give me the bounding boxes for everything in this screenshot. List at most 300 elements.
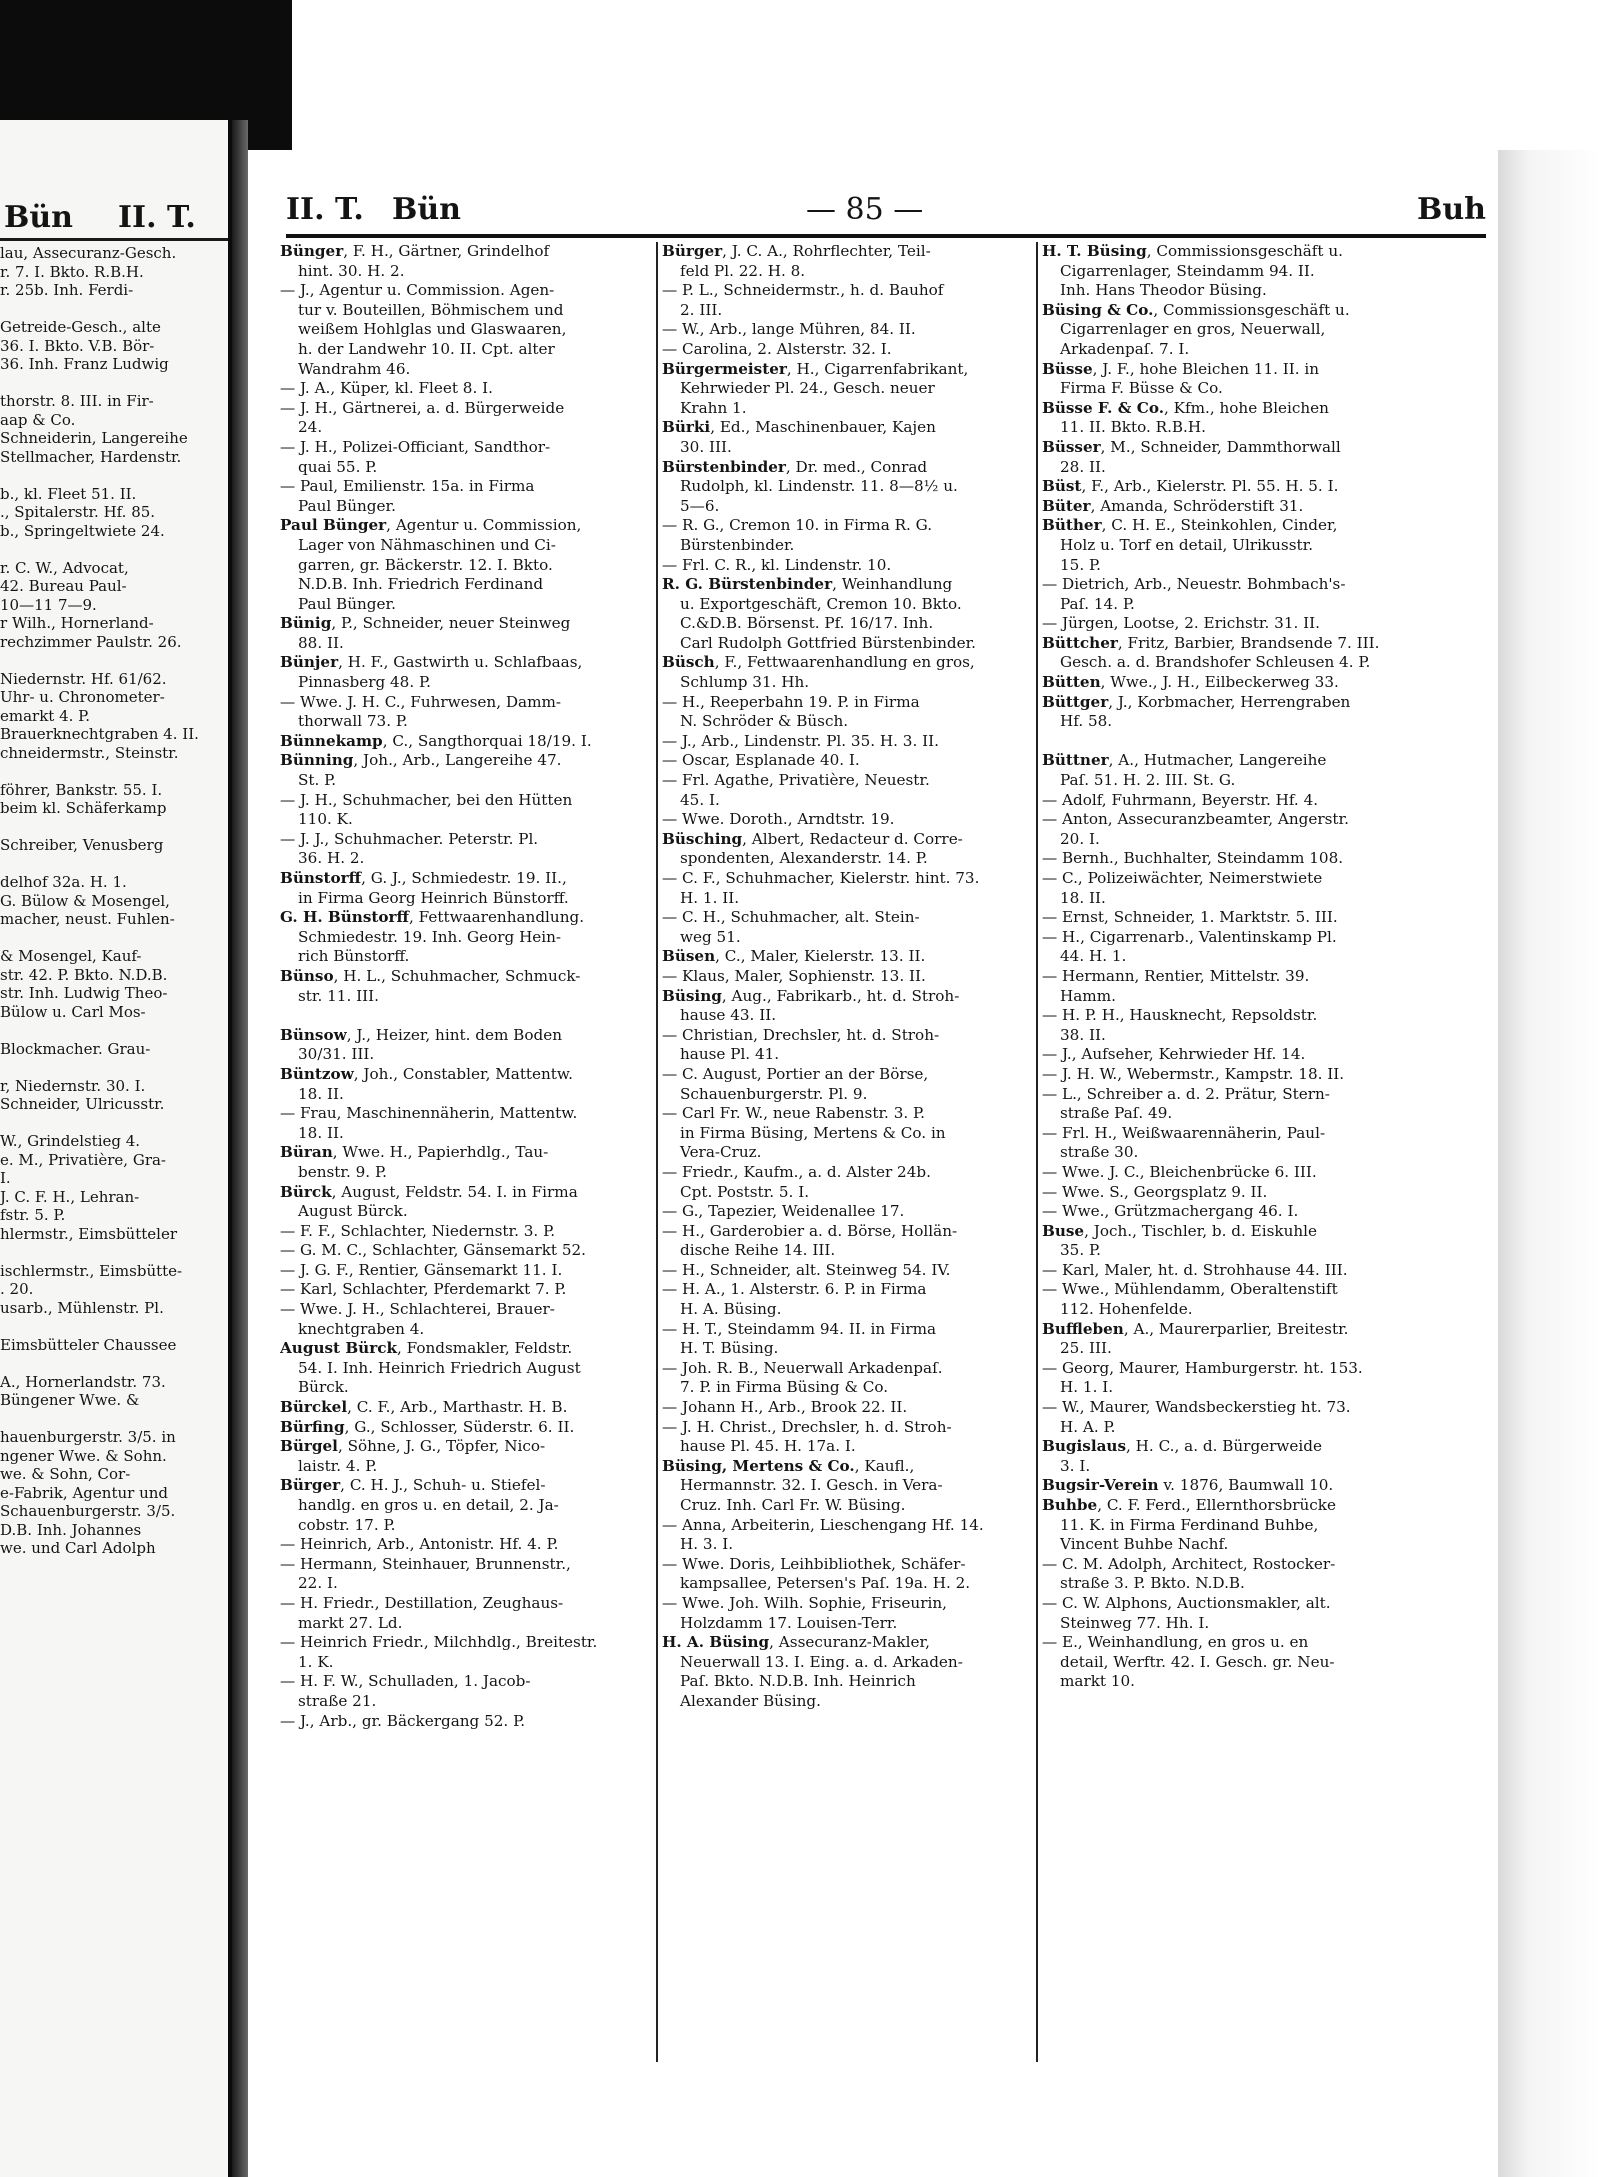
directory-line: Bugislaus, H. C., a. d. Bürgerweide (1042, 1437, 1322, 1456)
directory-line: 45. I. (680, 790, 720, 809)
previous-page-line (0, 1410, 228, 1429)
directory-line: — Heinrich Friedr., Milchhdlg., Breitestr. (280, 1633, 598, 1652)
directory-line: 110. K. (298, 810, 353, 829)
directory-line: Alexander Büsing. (680, 1691, 821, 1710)
previous-page-header (0, 198, 228, 241)
directory-line: Büst, F., Arb., Kielerstr. Pl. 55. H. 5. I. (1042, 477, 1339, 496)
directory-line: — W., Arb., lange Mühren, 84. II. (662, 320, 916, 339)
directory-line: Buhbe, C. F. Ferd., Ellernthorsbrücke (1042, 1496, 1336, 1514)
directory-line: Gesch. a. d. Brandshofer Schleusen 4. P. (1060, 653, 1371, 672)
directory-line: 30. III. (680, 437, 732, 456)
directory-line: Büter, Amanda, Schröderstift 31. (1042, 496, 1304, 515)
directory-line: Paul Bünger, Agentur u. Commission, (280, 516, 582, 535)
directory-line: — Heinrich, Arb., Antonistr. Hf. 4. P. (280, 1535, 559, 1554)
directory-line: R. G. Bürstenbinder, Weinhandlung (662, 575, 953, 594)
previous-page-line: ., Spitalerstr. Hf. 85. (0, 503, 156, 521)
directory-line: Schmiedestr. 19. Inh. Georg Hein- (298, 927, 562, 946)
previous-page-line: & Mosengel, Kauf- (0, 947, 142, 965)
directory-line: Arkadenpaſ. 7. I. (1060, 339, 1190, 358)
previous-page-line: r, Niedernstr. 30. I. (0, 1076, 146, 1095)
previous-page-line: Eimsbütteler Chaussee (0, 1335, 177, 1354)
previous-page-line (0, 1021, 228, 1040)
directory-line: Büsse, J. F., hohe Bleichen 11. II. in (1042, 359, 1320, 378)
directory-line: Rudolph, kl. Lindenstr. 11. 8—8½ u. (680, 477, 958, 496)
directory-line: 7. P. in Firma Büsing & Co. (680, 1378, 889, 1397)
directory-line: Holzdamm 17. Louisen-Terr. (680, 1613, 898, 1632)
directory-line: Büsing & Co., Commissionsgeschäft u. (1042, 300, 1350, 319)
directory-line: 18. II. (298, 1084, 344, 1103)
directory-line: — J. H. W., Webermstr., Kampstr. 18. II. (1042, 1064, 1345, 1083)
directory-line: 3. I. (1060, 1456, 1091, 1475)
directory-line: straße Paſ. 49. (1060, 1104, 1173, 1123)
directory-line: — C., Polizeiwächter, Neimerstwiete (1042, 869, 1323, 887)
previous-page-line (0, 1114, 228, 1133)
previous-page-line: J. C. F. H., Lehran- (0, 1187, 140, 1206)
directory-line: rich Bünstorff. (298, 947, 410, 966)
previous-page-line: G. Bülow & Mosengel, (0, 891, 170, 910)
directory-line: — Christian, Drechsler, ht. d. Stroh- (662, 1025, 940, 1044)
directory-line: — H., Reeperbahn 19. P. in Firma (662, 692, 920, 711)
directory-line: Bünning, Joh., Arb., Langereihe 47. (280, 751, 562, 770)
previous-page-line: Büngener Wwe. & (0, 1391, 140, 1409)
directory-line: straße 3. P. Bkto. N.D.B. (1060, 1574, 1245, 1593)
directory-line: Bürki, Ed., Maschinenbauer, Kajen (662, 418, 936, 437)
previous-page-line: D.B. Inh. Johannes (0, 1520, 142, 1539)
directory-line: cobstr. 17. P. (298, 1515, 396, 1534)
column-3 (1042, 242, 1442, 2102)
directory-line: straße 21. (298, 1691, 377, 1710)
directory-line: — Carolina, 2. Alsterstr. 32. I. (662, 339, 892, 358)
directory-line: 28. II. (1060, 457, 1106, 476)
directory-line (280, 1006, 654, 1026)
directory-line: — H. P. H., Hausknecht, Repsoldstr. (1042, 1006, 1318, 1025)
directory-line: — H., Schneider, alt. Steinweg 54. IV. (662, 1260, 951, 1279)
directory-line: — Wwe. Doris, Leihbibliothek, Schäfer- (662, 1554, 966, 1573)
directory-line: markt 10. (1060, 1672, 1136, 1691)
previous-page-line: Schauenburgerstr. 3/5. (0, 1502, 176, 1520)
previous-page-line (0, 818, 228, 837)
directory-line: — H. Friedr., Destillation, Zeughaus- (280, 1593, 564, 1612)
directory-line: Bürck. (298, 1378, 349, 1397)
directory-line: 1. K. (298, 1652, 334, 1671)
directory-line: — F. F., Schlachter, Niedernstr. 3. P. (280, 1221, 556, 1240)
directory-line: H. T. Büsing, Commissionsgeschäft u. (1042, 242, 1343, 260)
directory-line: Büsen, C., Maler, Kielerstr. 13. II. (662, 947, 926, 966)
directory-line: Bürstenbinder. (680, 535, 795, 554)
directory-line: — Paul, Emilienstr. 15a. in Firma (280, 477, 535, 496)
previous-page-line: r. C. W., Advocat, (0, 558, 129, 577)
previous-page-line: lau, Assecuranz-Gesch. (0, 244, 177, 262)
directory-line: — Anton, Assecuranzbeamter, Angerstr. (1042, 810, 1349, 829)
directory-line: — Joh. R. B., Neuerwall Arkadenpaſ. (662, 1358, 943, 1377)
directory-line: thorwall 73. P. (298, 712, 408, 731)
previous-page-line: hlermstr., Eimsbütteler (0, 1224, 177, 1243)
previous-page-line: Schneider, Ulricusstr. (0, 1095, 165, 1113)
previous-page-line: W., Grindelstieg 4. (0, 1132, 141, 1150)
directory-line: — Wwe. J. C., Bleichenbrücke 6. III. (1042, 1162, 1317, 1181)
directory-line: 88. II. (298, 633, 344, 652)
directory-line: — Wwe. Joh. Wilh. Sophie, Friseurin, (662, 1593, 947, 1612)
directory-line: — Wwe. J. H. C., Fuhrwesen, Damm- (280, 692, 562, 711)
directory-line: Büsching, Albert, Redacteur d. Corre- (662, 829, 963, 848)
directory-line: — Wwe. J. H., Schlachterei, Brauer- (280, 1300, 555, 1319)
directory-line: Bürstenbinder, Dr. med., Conrad (662, 457, 928, 476)
directory-line: quai 55. P. (298, 457, 378, 476)
directory-line: — C. August, Portier an der Börse, (662, 1064, 929, 1083)
directory-line: H. T. Büsing. (680, 1339, 779, 1358)
previous-page-line: str. Inh. Ludwig Theo- (0, 984, 168, 1002)
directory-line: — Frl. C. R., kl. Lindenstr. 10. (662, 555, 892, 574)
previous-page-line: Schneiderin, Langereihe (0, 429, 188, 447)
previous-page-line: Uhr- u. Chronometer- (0, 688, 165, 706)
directory-line: 5—6. (680, 496, 720, 515)
previous-page-lines (0, 244, 228, 1558)
directory-line: tur v. Bouteillen, Böhmischem und (298, 300, 564, 319)
page-number: — 85 — (806, 192, 924, 227)
directory-line: — Frl. Agathe, Privatière, Neuestr. (662, 771, 930, 790)
directory-line: 2. III. (680, 300, 723, 319)
directory-line: Bürckel, C. F., Arb., Marthastr. H. B. (280, 1398, 568, 1417)
directory-line: Lager von Nähmaschinen und Ci- (298, 535, 556, 554)
directory-line: in Firma Büsing, Mertens & Co. in (680, 1123, 946, 1142)
previous-page-line: chneidermstr., Steinstr. (0, 743, 179, 762)
directory-line: — G., Tapezier, Weidenallee 17. (662, 1202, 905, 1221)
page-edge-shadow (232, 120, 248, 2177)
previous-page-line: . 20. (0, 1280, 34, 1298)
directory-line: — Jürgen, Lootse, 2. Erichstr. 31. II. (1042, 614, 1320, 633)
directory-line: — J. H., Schuhmacher, bei den Hütten (280, 790, 573, 809)
directory-line: 38. II. (1060, 1025, 1106, 1044)
directory-line: — G. M. C., Schlachter, Gänsemarkt 52. (280, 1241, 587, 1260)
directory-line: 24. (298, 418, 323, 437)
directory-line: detail, Werftr. 42. I. Gesch. gr. Neu- (1060, 1652, 1335, 1671)
directory-line: Büran, Wwe. H., Papierhdlg., Tau- (280, 1143, 549, 1162)
previous-page-fragment (0, 120, 228, 2177)
previous-page-line: r Wilh., Hornerland- (0, 614, 154, 632)
directory-line: — J. H. Christ., Drechsler, h. d. Stroh- (662, 1417, 952, 1436)
previous-page-line: Stellmacher, Hardenstr. (0, 447, 182, 466)
previous-page-line (0, 540, 228, 559)
directory-line: Bünig, P., Schneider, neuer Steinweg (280, 614, 571, 633)
directory-line: Krahn 1. (680, 398, 747, 417)
previous-page-line: Blockmacher. Grau- (0, 1039, 151, 1058)
directory-line: Buffleben, A., Maurerparlier, Breitestr. (1042, 1319, 1349, 1338)
column-1 (280, 242, 654, 2102)
directory-line: Bünjer, H. F., Gastwirth u. Schlafbaas, (280, 653, 583, 672)
previous-page-line (0, 374, 228, 393)
directory-line: — J. G. F., Rentier, Gänsemarkt 11. I. (280, 1260, 563, 1279)
directory-line: — Karl, Schlachter, Pferdemarkt 7. P. (280, 1280, 567, 1299)
directory-line: — Ernst, Schneider, 1. Marktstr. 5. III. (1042, 908, 1338, 927)
directory-line: hause Pl. 45. H. 17a. I. (680, 1437, 856, 1456)
previous-page-line: e. M., Privatière, Gra- (0, 1150, 167, 1169)
header-left-catchword: Bün (392, 192, 461, 227)
previous-page-line: r. 7. I. Bkto. R.B.H. (0, 262, 144, 281)
previous-page-line (0, 300, 228, 319)
directory-line: — J., Aufseher, Kehrwieder Hf. 14. (1042, 1045, 1306, 1064)
previous-page-line: usarb., Mühlenstr. Pl. (0, 1298, 164, 1317)
directory-line: — Frl. H., Weißwaarennäherin, Paul- (1042, 1123, 1326, 1142)
directory-line: 11. K. in Firma Ferdinand Buhbe, (1060, 1515, 1319, 1534)
directory-line: weg 51. (680, 927, 741, 946)
directory-line: Carl Rudolph Gottfried Bürstenbinder. (680, 633, 977, 652)
previous-page-line: 36. I. Bkto. V.B. Bör- (0, 336, 155, 355)
directory-line: N. Schröder & Büsch. (680, 712, 849, 731)
previous-page-line (0, 1243, 228, 1262)
previous-page-line: aap & Co. (0, 410, 76, 429)
directory-line: St. P. (298, 771, 337, 790)
previous-page-line: we. und Carl Adolph (0, 1539, 156, 1557)
directory-line: garren, gr. Bäckerstr. 12. I. Bkto. (298, 555, 553, 574)
previous-page-line: Schreiber, Venusberg (0, 836, 164, 854)
directory-line: Pinnasberg 48. P. (298, 673, 431, 692)
previous-page-line: b., kl. Fleet 51. II. (0, 484, 137, 503)
directory-line: Büttcher, Fritz, Barbier, Brandsende 7. III. (1042, 633, 1380, 652)
directory-line: Bünnekamp, C., Sangthorquai 18/19. I. (280, 731, 592, 750)
directory-line: 54. I. Inh. Heinrich Friedrich August (298, 1358, 581, 1377)
directory-line: — Oscar, Esplanade 40. I. (662, 751, 860, 770)
directory-line: Hamm. (1060, 986, 1116, 1005)
directory-line: — Bernh., Buchhalter, Steindamm 108. (1042, 849, 1344, 868)
directory-line: — Wwe. S., Georgsplatz 9. II. (1042, 1182, 1268, 1201)
directory-line: — Wwe., Grützmachergang 46. I. (1042, 1202, 1299, 1221)
previous-page-header-right: II. T. (118, 200, 196, 235)
directory-line: — Anna, Arbeiterin, Lieschengang Hf. 14. (662, 1515, 984, 1534)
directory-line: — J. J., Schuhmacher. Peterstr. Pl. (280, 829, 539, 848)
directory-line: Büsing, Aug., Fabrikarb., ht. d. Stroh- (662, 986, 960, 1005)
directory-line: Bürgel, Söhne, J. G., Töpfer, Nico- (280, 1437, 546, 1456)
directory-line: Bürger, J. C. A., Rohrflechter, Teil- (662, 242, 931, 260)
directory-line: Cigarrenlager, Steindamm 94. II. (1060, 261, 1315, 280)
directory-line: Bütten, Wwe., J. H., Eilbeckerweg 33. (1042, 673, 1339, 692)
header-right-catchword: Buh (1417, 192, 1486, 227)
directory-line: handlg. en gros u. en detail, 2. Ja- (298, 1496, 559, 1514)
previous-page-line: emarkt 4. P. (0, 706, 90, 725)
column-2 (662, 242, 1036, 2102)
directory-line: laistr. 4. P. (298, 1456, 378, 1475)
previous-page-line (0, 1058, 228, 1077)
directory-line: — C. H., Schuhmacher, alt. Stein- (662, 908, 920, 927)
directory-line: Bünstorff, G. J., Schmiedestr. 19. II., (280, 869, 567, 887)
directory-line: Bünger, F. H., Gärtner, Grindelhof (280, 242, 550, 260)
directory-line: — Adolf, Fuhrmann, Beyerstr. Hf. 4. (1042, 790, 1319, 809)
directory-line: — H. F. W., Schulladen, 1. Jacob- (280, 1672, 531, 1691)
directory-line: H. A. Büsing, Assecuranz-Makler, (662, 1633, 930, 1652)
previous-page-line: b., Springeltwiete 24. (0, 521, 165, 540)
directory-line: Steinweg 77. Hh. I. (1060, 1613, 1210, 1632)
previous-page-header-left: Bün (4, 200, 73, 235)
previous-page-line: Brauerknechtgraben 4. II. (0, 725, 199, 743)
previous-page-line (0, 1354, 228, 1373)
directory-line: spondenten, Alexanderstr. 14. P. (680, 849, 928, 868)
previous-page-line: rechzimmer Paulstr. 26. (0, 632, 182, 651)
directory-page (248, 150, 1498, 2177)
previous-page-line: e-Fabrik, Agentur und (0, 1483, 168, 1502)
column-divider (1036, 242, 1038, 2062)
directory-line: Firma F. Büsse & Co. (1060, 379, 1223, 398)
directory-line: Neuerwall 13. I. Eing. a. d. Arkaden- (680, 1652, 963, 1671)
previous-page-line: hauenburgerstr. 3/5. in (0, 1428, 176, 1446)
column-divider (656, 242, 658, 2062)
previous-page-line: r. 25b. Inh. Ferdi- (0, 281, 134, 299)
directory-line: — J. H., Polizei-Officiant, Sandthor- (280, 437, 551, 456)
directory-line: — Carl Fr. W., neue Rabenstr. 3. P. (662, 1104, 925, 1123)
previous-page-line: A., Hornerlandstr. 73. (0, 1372, 166, 1391)
directory-line: h. der Landwehr 10. II. Cpt. alter (298, 339, 555, 358)
directory-line: 35. P. (1060, 1241, 1101, 1260)
directory-line: 36. H. 2. (298, 849, 365, 868)
directory-line: Büther, C. H. E., Steinkohlen, Cinder, (1042, 516, 1338, 535)
directory-line: Paſ. Bkto. N.D.B. Inh. Heinrich (680, 1672, 916, 1691)
directory-line: dische Reihe 14. III. (680, 1241, 836, 1260)
directory-line: Bürfing, G., Schlosser, Süderstr. 6. II. (280, 1417, 575, 1436)
directory-line: — Dietrich, Arb., Neuestr. Bohmbach's- (1042, 575, 1346, 594)
directory-line: — W., Maurer, Wandsbeckerstieg ht. 73. (1042, 1398, 1351, 1417)
directory-line: in Firma Georg Heinrich Bünstorff. (298, 888, 569, 907)
directory-line: N.D.B. Inh. Friedrich Ferdinand (298, 575, 544, 594)
directory-line: Paſ. 14. P. (1060, 594, 1135, 613)
directory-line: H. 1. I. (1060, 1378, 1114, 1397)
directory-line: — H. A., 1. Alsterstr. 6. P. in Firma (662, 1280, 927, 1299)
directory-line: str. 11. III. (298, 986, 379, 1005)
previous-page-line: Niedernstr. Hf. 61/62. (0, 669, 167, 688)
directory-line: Bürck, August, Feldstr. 54. I. in Firma (280, 1182, 578, 1201)
directory-line: Büttner, A., Hutmacher, Langereihe (1042, 751, 1327, 770)
previous-page-line (0, 762, 228, 781)
directory-line: Cruz. Inh. Carl Fr. W. Büsing. (680, 1496, 906, 1514)
directory-line: — J. A., Küper, kl. Fleet 8. I. (280, 379, 493, 398)
directory-line: August Bürck. (298, 1202, 408, 1221)
directory-line: Büsse F. & Co., Kfm., hohe Bleichen (1042, 398, 1329, 417)
directory-line: — Johann H., Arb., Brook 22. II. (662, 1398, 908, 1417)
directory-line: — Wwe., Mühlendamm, Oberaltenstift (1042, 1280, 1338, 1299)
directory-line: Holz u. Torf en detail, Ulrikusstr. (1060, 535, 1314, 554)
directory-line: Cigarrenlager en gros, Neuerwall, (1060, 320, 1326, 339)
directory-line: feld Pl. 22. H. 8. (680, 261, 806, 280)
directory-line: Büttger, J., Korbmacher, Herrengraben (1042, 692, 1351, 711)
previous-page-line: ngener Wwe. & Sohn. (0, 1446, 167, 1465)
directory-line: — Wwe. Doroth., Arndtstr. 19. (662, 810, 895, 829)
directory-line: straße 30. (1060, 1143, 1139, 1162)
directory-line: August Bürck, Fondsmakler, Feldstr. (280, 1339, 573, 1358)
header-part: II. T. (286, 192, 364, 227)
directory-line: 30/31. III. (298, 1045, 375, 1064)
previous-page-line: macher, neust. Fuhlen- (0, 910, 175, 928)
previous-page-line: we. & Sohn, Cor- (0, 1465, 131, 1483)
directory-line: Bürgermeister, H., Cigarrenfabrikant, (662, 359, 969, 378)
directory-line: Hermannstr. 32. I. Gesch. in Vera- (680, 1476, 943, 1495)
directory-line: — Hermann, Rentier, Mittelstr. 39. (1042, 966, 1310, 985)
page-header (286, 190, 1486, 238)
directory-line: hause Pl. 41. (680, 1045, 780, 1064)
directory-line: 44. H. 1. (1060, 947, 1127, 966)
previous-page-line: 10—11 7—9. (0, 595, 97, 614)
directory-line: — L., Schreiber a. d. 2. Prätur, Stern- (1042, 1084, 1330, 1103)
directory-line: — J., Agentur u. Commission. Agen- (280, 281, 555, 300)
directory-line: Inh. Hans Theodor Büsing. (1060, 281, 1267, 300)
directory-line: G. H. Bünstorff, Fettwaarenhandlung. (280, 908, 585, 927)
previous-page-line: I. (0, 1169, 11, 1187)
directory-line: Bugsir-Verein v. 1876, Baumwall 10. (1042, 1476, 1334, 1495)
directory-line (1042, 732, 1442, 752)
previous-page-line (0, 1317, 228, 1336)
directory-line: Schlump 31. Hh. (680, 673, 810, 692)
directory-line: 112. Hohenfelde. (1060, 1300, 1193, 1319)
directory-line: Bünso, H. L., Schuhmacher, Schmuck- (280, 966, 581, 985)
directory-line: Vincent Buhbe Nachf. (1060, 1535, 1229, 1554)
directory-line: 15. P. (1060, 555, 1101, 574)
directory-line: hint. 30. H. 2. (298, 261, 405, 280)
directory-line: — Frau, Maschinennäherin, Mattentw. (280, 1104, 578, 1123)
directory-line: u. Exportgeschäft, Cremon 10. Bkto. (680, 594, 962, 613)
directory-line: Bünsow, J., Heizer, hint. dem Boden (280, 1025, 562, 1044)
previous-page-line (0, 855, 228, 874)
directory-line: 18. II. (1060, 888, 1106, 907)
directory-line: H. A. Büsing. (680, 1300, 782, 1319)
directory-line: Paſ. 51. H. 2. III. St. G. (1060, 771, 1236, 790)
directory-line: — Georg, Maurer, Hamburgerstr. ht. 153. (1042, 1358, 1363, 1377)
directory-line: Vera-Cruz. (680, 1143, 762, 1162)
previous-page-line: Getreide-Gesch., alte (0, 318, 161, 336)
previous-page-line: föhrer, Bankstr. 55. I. (0, 780, 163, 799)
directory-line: — Hermann, Steinhauer, Brunnenstr., (280, 1554, 571, 1573)
directory-line: H. 3. I. (680, 1535, 734, 1554)
directory-line: Wandrahm 46. (298, 359, 411, 378)
directory-line: Buse, Joch., Tischler, b. d. Eiskuhle (1042, 1221, 1318, 1240)
directory-line: H. 1. II. (680, 888, 740, 907)
directory-line: markt 27. Ld. (298, 1613, 403, 1632)
previous-page-line: beim kl. Schäferkamp (0, 799, 167, 817)
directory-line: 11. II. Bkto. R.B.H. (1060, 418, 1206, 437)
directory-line: Kehrwieder Pl. 24., Gesch. neuer (680, 379, 935, 398)
directory-line: — Friedr., Kaufm., a. d. Alster 24b. (662, 1162, 931, 1181)
directory-line: 20. I. (1060, 829, 1100, 848)
directory-line: kampsallee, Petersen's Paſ. 19a. H. 2. (680, 1574, 971, 1593)
directory-line: — H. T., Steindamm 94. II. in Firma (662, 1319, 937, 1338)
directory-line: — C. F., Schuhmacher, Kielerstr. hint. 73. (662, 869, 980, 887)
previous-page-line: thorstr. 8. III. in Fir- (0, 392, 154, 410)
directory-line: — J., Arb., gr. Bäckergang 52. P. (280, 1711, 526, 1730)
previous-page-line: fstr. 5. P. (0, 1206, 66, 1224)
previous-page-line: Bülow u. Carl Mos- (0, 1002, 146, 1021)
directory-line: — R. G., Cremon 10. in Firma R. G. (662, 516, 933, 535)
directory-line: Bürger, C. H. J., Schuh- u. Stiefel- (280, 1476, 546, 1495)
directory-line: — J. H., Gärtnerei, a. d. Bürgerweide (280, 398, 565, 417)
directory-line: knechtgraben 4. (298, 1319, 425, 1338)
directory-line: Schauenburgerstr. Pl. 9. (680, 1084, 868, 1103)
directory-line: — E., Weinhandlung, en gros u. en (1042, 1633, 1309, 1652)
directory-line: — C. M. Adolph, Architect, Rostocker- (1042, 1554, 1336, 1573)
directory-line: — Klaus, Maler, Sophienstr. 13. II. (662, 966, 926, 985)
directory-line: — Karl, Maler, ht. d. Strohhause 44. III. (1042, 1260, 1348, 1279)
directory-line: weißem Hohlglas und Glaswaaren, (298, 320, 567, 339)
previous-page-line: str. 42. P. Bkto. N.D.B. (0, 965, 168, 984)
directory-line: 22. I. (298, 1574, 338, 1593)
directory-line: — H., Cigarrenarb., Valentinskamp Pl. (1042, 927, 1337, 946)
previous-page-line: ischlermstr., Eimsbütte- (0, 1261, 183, 1280)
directory-line: 18. II. (298, 1123, 344, 1142)
directory-line: C.&D.B. Börsenst. Pf. 16/17. Inh. (680, 614, 934, 633)
directory-line: Büsing, Mertens & Co., Kaufl., (662, 1456, 915, 1475)
directory-line: benstr. 9. P. (298, 1162, 387, 1181)
previous-page-line: delhof 32a. H. 1. (0, 873, 127, 891)
previous-page-line: 36. Inh. Franz Ludwig (0, 355, 169, 373)
directory-line: Hf. 58. (1060, 712, 1113, 731)
previous-page-line (0, 929, 228, 948)
page-right-margin (1498, 150, 1600, 2177)
previous-page-line: 42. Bureau Paul- (0, 577, 127, 595)
directory-line: — H., Garderobier a. d. Börse, Hollän- (662, 1221, 958, 1240)
